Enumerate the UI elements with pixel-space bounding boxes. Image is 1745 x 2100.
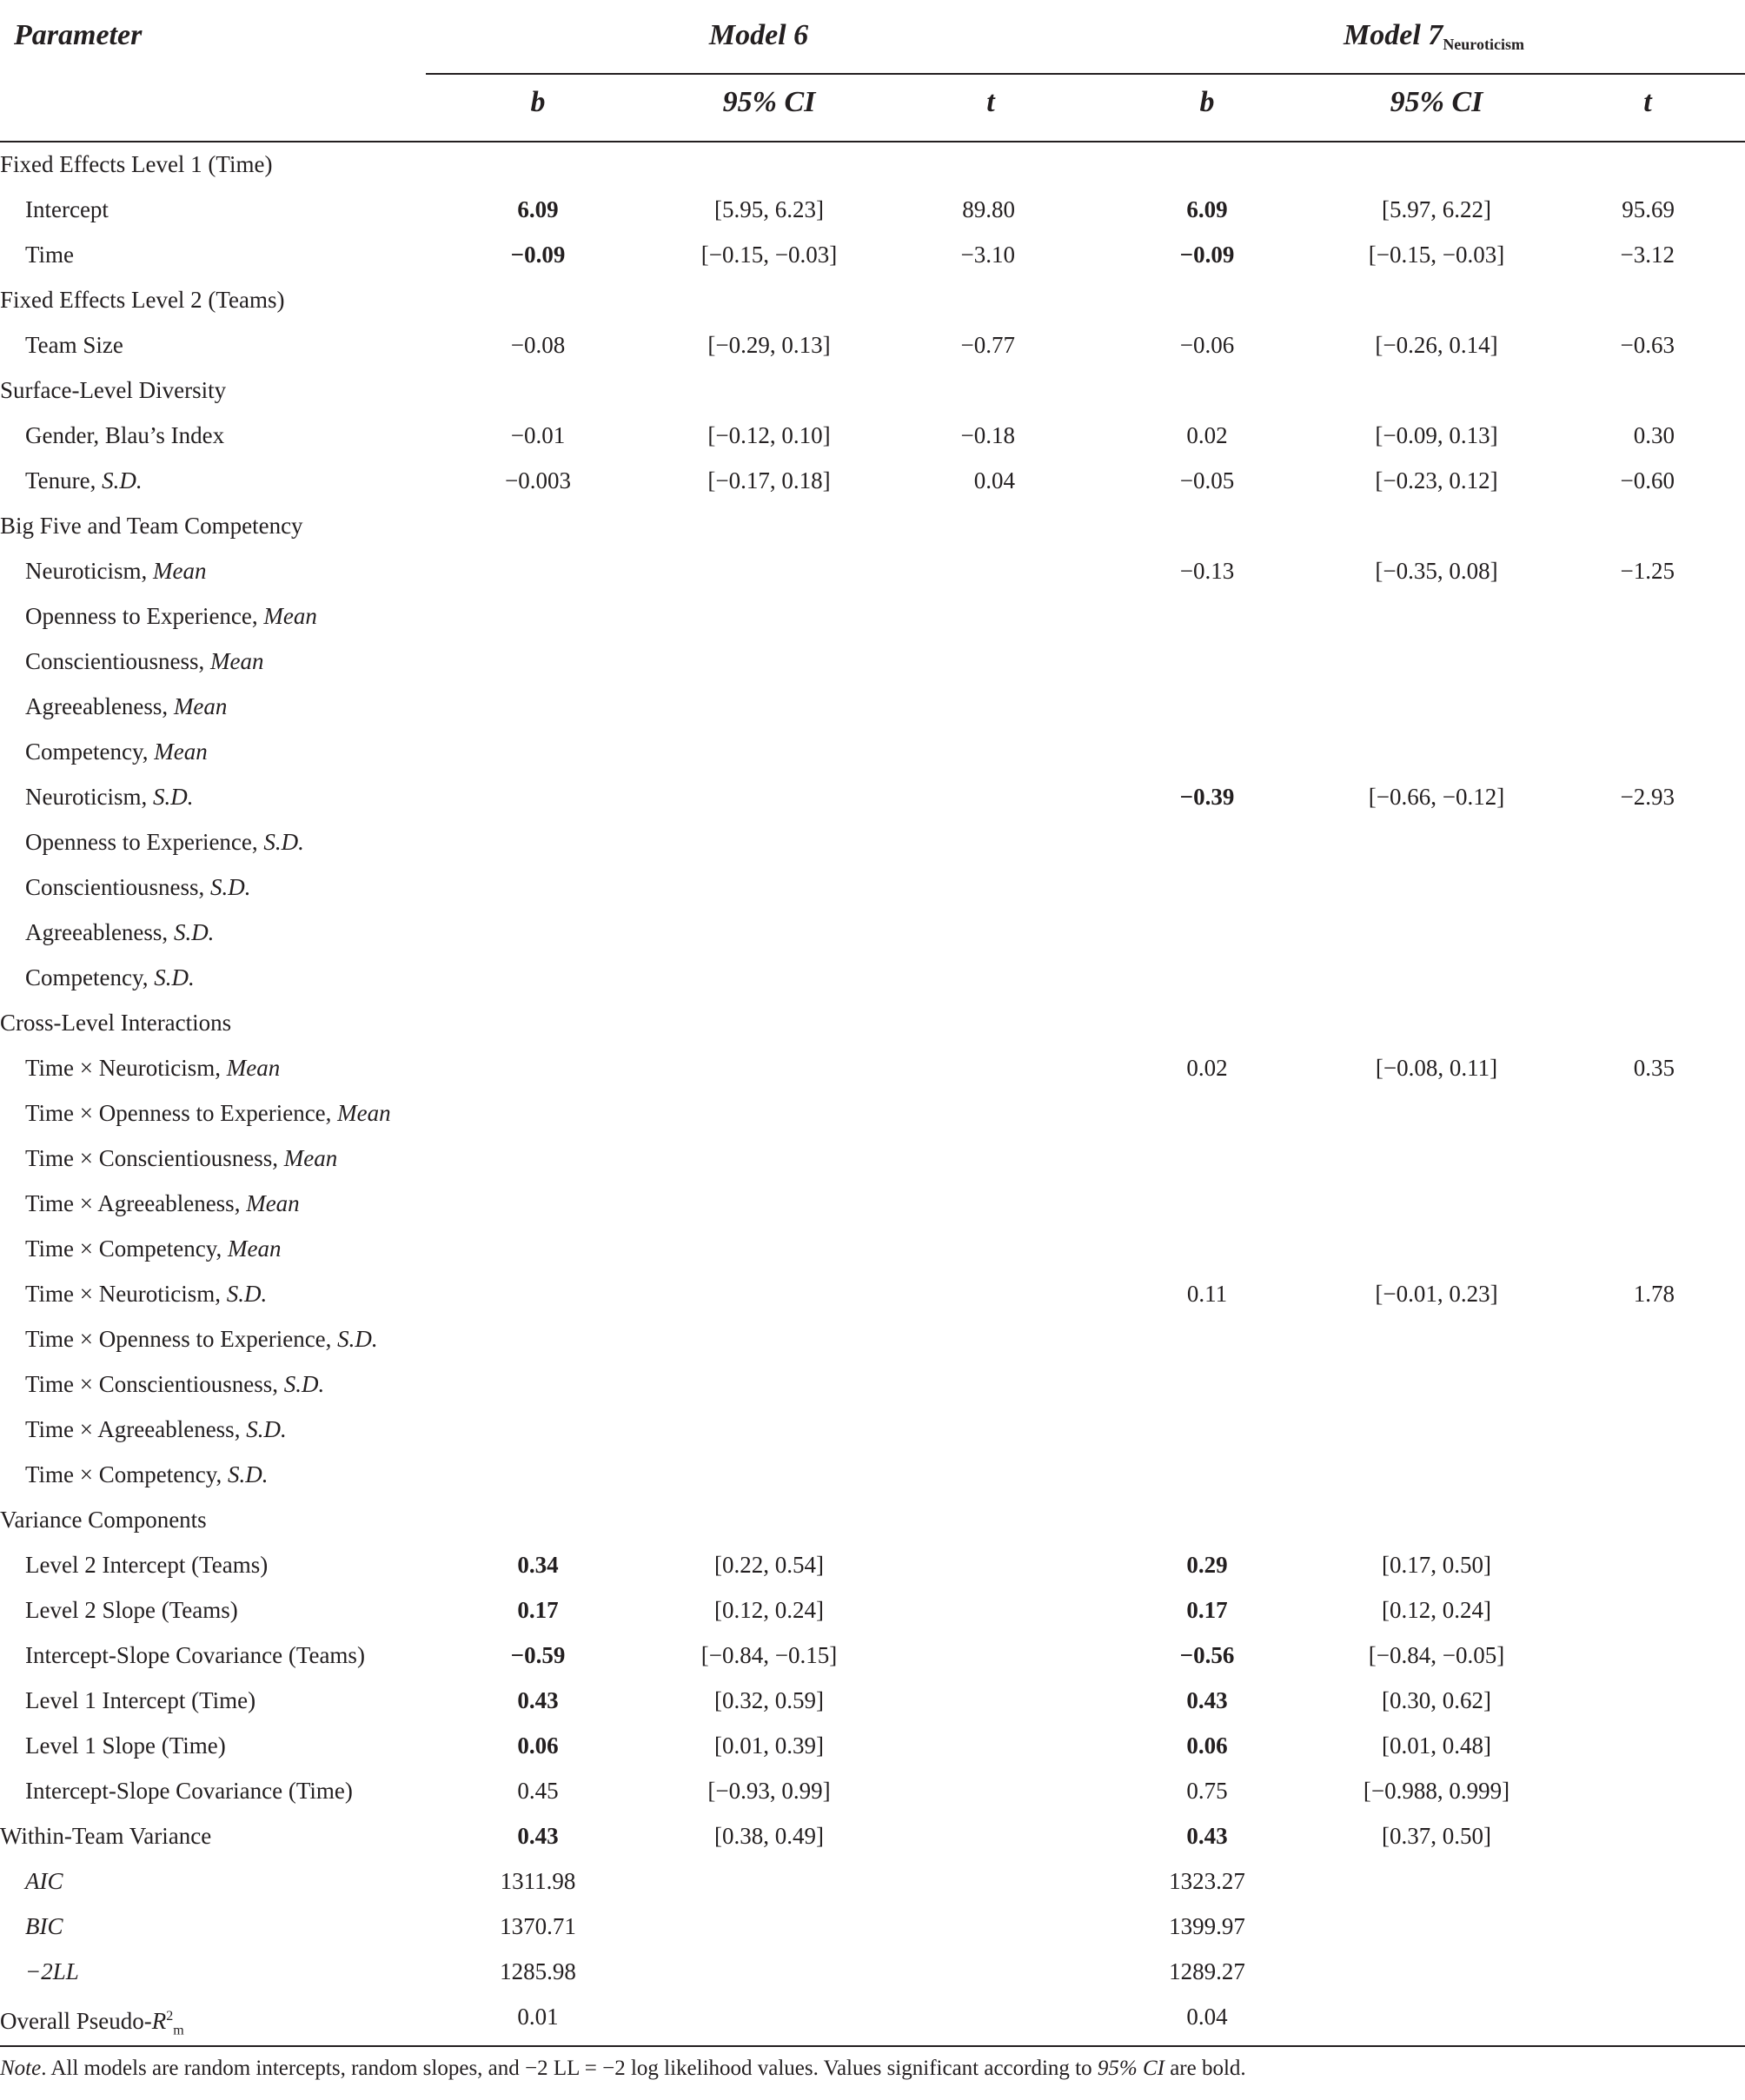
row-label-suffix: Mean: [246, 1190, 300, 1216]
row-label: [25, 819, 304, 865]
row-label-text: Big Five and Team Competency: [0, 513, 303, 539]
cell-ci-model6: [−0.93, 0.99]: [707, 1778, 831, 1804]
cell-t-model7: −2.93: [1620, 784, 1675, 810]
col-header-t-model6: t: [986, 86, 995, 118]
model7-subscript: Neuroticism: [1443, 36, 1524, 53]
cell-ci-model6: [−0.29, 0.13]: [707, 332, 831, 358]
row-label-text: BIC: [25, 1913, 63, 1939]
section-row: [0, 277, 1745, 322]
row-label: [0, 1497, 207, 1542]
table-row: [0, 1407, 1745, 1452]
cell-b-model6: 0.45: [517, 1778, 559, 1804]
cell-t-model7: −1.25: [1620, 558, 1675, 584]
table-bottom-rule: [0, 2045, 1745, 2047]
cell-ci-model7: [0.01, 0.48]: [1382, 1732, 1491, 1759]
row-label-text: AIC: [25, 1868, 63, 1894]
model6-header: Model 6: [708, 19, 809, 51]
row-label: [25, 1271, 267, 1316]
cell-b-model7: 1289.27: [1169, 1958, 1245, 1984]
cell-b-model6: −0.01: [510, 422, 566, 448]
table-row: [0, 1542, 1745, 1587]
cell-ci-model7: [0.12, 0.24]: [1382, 1597, 1491, 1623]
row-label-text: Level 1 Slope (Time): [25, 1732, 226, 1759]
table-row: [0, 1678, 1745, 1723]
row-label-text: Level 1 Intercept (Time): [25, 1687, 256, 1713]
cell-ci-model7: [0.17, 0.50]: [1382, 1552, 1491, 1578]
row-label-text: Time × Conscientiousness,: [25, 1371, 284, 1397]
cell-b-model6: 1311.98: [500, 1868, 576, 1894]
cell-ci-model6: [0.38, 0.49]: [714, 1823, 824, 1849]
row-label-text: Fixed Effects Level 1 (Time): [0, 151, 273, 177]
cell-b-model6: −0.59: [510, 1642, 566, 1668]
table-row: [0, 1181, 1745, 1226]
cell-b-model7: 0.11: [1186, 1281, 1228, 1307]
section-row: [0, 1813, 1745, 1858]
row-label-suffix: S.D.: [263, 829, 304, 855]
cell-t-model6: 0.04: [973, 467, 1015, 494]
row-label: [25, 1949, 79, 1994]
row-label-text: Level 2 Slope (Teams): [25, 1597, 238, 1623]
row-label-text: Surface-Level Diversity: [0, 377, 227, 403]
row-label: [25, 1633, 365, 1678]
cell-b-model7: 0.29: [1186, 1552, 1228, 1578]
cell-b-model6: 0.06: [517, 1732, 559, 1759]
row-label-suffix: Mean: [263, 603, 317, 629]
cell-t-model7: −3.12: [1620, 242, 1675, 268]
col-header-b-model6: b: [530, 86, 546, 118]
row-label: [25, 593, 317, 639]
cell-t-model6: 89.80: [962, 196, 1015, 222]
row-label-suffix: Mean: [226, 1055, 281, 1081]
row-label-text: Time × Neuroticism,: [25, 1281, 227, 1307]
cell-t-model7: 0.35: [1633, 1055, 1675, 1081]
table-row: [0, 1136, 1745, 1181]
table-row: [0, 1723, 1745, 1768]
row-label-text: Agreeableness,: [25, 919, 174, 945]
cell-b-model7: 0.75: [1186, 1778, 1228, 1804]
row-label-text: Time × Competency,: [25, 1461, 228, 1487]
row-label-text: Conscientiousness,: [25, 648, 210, 674]
cell-ci-model6: [0.22, 0.54]: [714, 1552, 824, 1578]
row-label-text: Time × Conscientiousness,: [25, 1145, 284, 1171]
note-text: . All models are random intercepts, random slopes, and −2 LL = −2 log likelihood values. Values significant according to: [41, 2057, 1098, 2080]
row-label-suffix: S.D.: [337, 1326, 378, 1352]
cell-b-model7: 1399.97: [1169, 1913, 1245, 1939]
row-label: [0, 142, 272, 187]
row-label: [25, 910, 214, 955]
row-label: [25, 1858, 63, 1904]
cell-b-model7: 1323.27: [1169, 1868, 1245, 1894]
table-row: [0, 819, 1745, 865]
cell-b-model7: −0.06: [1179, 332, 1235, 358]
row-label-suffix: S.D.: [173, 919, 215, 945]
row-label: [25, 232, 74, 277]
cell-b-model7: −0.09: [1179, 242, 1235, 268]
cell-t-model6: −3.10: [960, 242, 1015, 268]
row-label-text: Within-Team Variance: [0, 1823, 212, 1849]
table-row: [0, 1361, 1745, 1407]
cell-b-model6: −0.003: [505, 467, 571, 494]
row-label-text: Fixed Effects Level 2 (Teams): [0, 287, 285, 313]
row-label-text: Time: [25, 242, 75, 268]
row-label: [25, 865, 251, 910]
cell-ci-model6: [0.12, 0.24]: [714, 1597, 824, 1623]
row-label: [25, 684, 227, 729]
table-row: [0, 1633, 1745, 1678]
cell-ci-model6: [−0.15, −0.03]: [700, 242, 838, 268]
row-label: [25, 458, 143, 503]
table-row: [0, 1090, 1745, 1136]
cell-b-model6: 6.09: [517, 196, 559, 222]
row-label-suffix: Mean: [283, 1145, 338, 1171]
row-label: [25, 1768, 353, 1813]
cell-ci-model7: [0.30, 0.62]: [1382, 1687, 1491, 1713]
cell-ci-model7: [−0.26, 0.14]: [1375, 332, 1498, 358]
row-label: [25, 1542, 268, 1587]
table-row: [0, 639, 1745, 684]
row-label: [25, 1678, 255, 1723]
row-label: [25, 774, 193, 819]
table-row: [0, 1587, 1745, 1633]
cell-b-model7: 0.04: [1186, 2004, 1228, 2030]
cell-b-model6: 0.34: [517, 1552, 559, 1578]
col-header-t-model7: t: [1643, 86, 1652, 118]
pseudo-r-superscript: 2: [166, 2009, 174, 2024]
table-row: [0, 1768, 1745, 1813]
table-row: [0, 1271, 1745, 1316]
table-row: [0, 1858, 1745, 1904]
cell-b-model7: 6.09: [1186, 196, 1228, 222]
cell-ci-model7: [−0.988, 0.999]: [1363, 1778, 1510, 1804]
cell-t-model7: −0.60: [1620, 467, 1675, 494]
table-row: [0, 232, 1745, 277]
row-label-text: Agreeableness,: [25, 693, 174, 719]
row-label-text: Intercept-Slope Covariance (Teams): [25, 1642, 365, 1668]
section-row: [0, 368, 1745, 413]
cell-b-model7: 0.17: [1186, 1597, 1228, 1623]
row-label: [25, 187, 109, 232]
cell-b-model6: 1285.98: [500, 1958, 576, 1984]
cell-ci-model6: [5.95, 6.23]: [714, 196, 824, 222]
table-row: [0, 458, 1745, 503]
table-row: [0, 1949, 1745, 1994]
cell-ci-model7: [−0.09, 0.13]: [1375, 422, 1498, 448]
row-label: [0, 1000, 231, 1045]
row-label: [25, 548, 206, 593]
table-row: [0, 774, 1745, 819]
row-label: [25, 413, 224, 458]
cell-ci-model7: [−0.35, 0.08]: [1375, 558, 1498, 584]
row-label-text: Conscientiousness,: [25, 874, 210, 900]
section-row: [0, 1000, 1745, 1045]
row-label: [25, 1587, 238, 1633]
row-label-text: Intercept: [25, 196, 109, 222]
cell-ci-model6: [−0.17, 0.18]: [707, 467, 831, 494]
cell-ci-model7: [0.37, 0.50]: [1382, 1823, 1491, 1849]
row-label: [25, 1181, 300, 1226]
cell-b-model6: 0.43: [517, 1823, 559, 1849]
row-label: [25, 1361, 324, 1407]
table-row: [0, 413, 1745, 458]
row-label-text: Tenure,: [25, 467, 103, 494]
table-row: [0, 684, 1745, 729]
cell-b-model7: 0.02: [1186, 1055, 1228, 1081]
row-label-text: Level 2 Intercept (Teams): [25, 1552, 269, 1578]
row-label-text: Neuroticism,: [25, 784, 153, 810]
row-label: [25, 1226, 281, 1271]
row-label: [0, 503, 303, 548]
row-label-suffix: S.D.: [227, 1461, 269, 1487]
cell-ci-model7: [−0.84, −0.05]: [1368, 1642, 1505, 1668]
cell-t-model7: 0.30: [1633, 422, 1675, 448]
cell-ci-model7: [5.97, 6.22]: [1382, 196, 1491, 222]
row-label: [25, 322, 123, 368]
section-row: [0, 1497, 1745, 1542]
table-row: [0, 910, 1745, 955]
cell-b-model7: 0.02: [1186, 422, 1228, 448]
pseudo-r-symbol: R: [151, 2008, 167, 2034]
row-label-suffix: Mean: [154, 739, 208, 765]
section-row: [0, 142, 1745, 187]
row-label-text: Competency,: [25, 739, 155, 765]
row-label: [25, 1904, 63, 1949]
table-row: [0, 322, 1745, 368]
cell-b-model6: −0.09: [510, 242, 566, 268]
row-label-text: Overall Pseudo-: [0, 2008, 152, 2034]
row-label-text: Time × Agreeableness,: [25, 1416, 247, 1442]
row-label-suffix: Mean: [173, 693, 228, 719]
cell-b-model7: −0.05: [1179, 467, 1235, 494]
model7-header: [1344, 19, 1524, 54]
row-label-text: Openness to Experience,: [25, 603, 264, 629]
col-header-b-model7: b: [1199, 86, 1215, 118]
table-row: [0, 729, 1745, 774]
row-label-text: Team Size: [25, 332, 123, 358]
pseudo-r-subscript: m: [173, 2023, 184, 2038]
col-header-ci-model6: 95% CI: [722, 86, 816, 118]
row-label-suffix: S.D.: [152, 784, 194, 810]
table-row: [0, 1045, 1745, 1090]
cell-ci-model6: [0.01, 0.39]: [714, 1732, 824, 1759]
cell-ci-model6: [−0.12, 0.10]: [707, 422, 831, 448]
cell-b-model7: −0.39: [1179, 784, 1235, 810]
cell-ci-model7: [−0.01, 0.23]: [1375, 1281, 1498, 1307]
row-label-suffix: Mean: [337, 1100, 391, 1126]
table-row: [0, 1904, 1745, 1949]
row-label-text: Neuroticism,: [25, 558, 153, 584]
table-row: [0, 187, 1745, 232]
model-header-rule: [426, 73, 1745, 75]
note-ci: 95% CI: [1097, 2057, 1164, 2080]
row-label-suffix: S.D.: [283, 1371, 325, 1397]
row-label-text: Time × Agreeableness,: [25, 1190, 247, 1216]
cell-b-model7: −0.13: [1179, 558, 1235, 584]
note-tail: are bold.: [1164, 2057, 1246, 2080]
cell-t-model6: −0.18: [960, 422, 1015, 448]
row-label: [25, 1316, 378, 1361]
row-label-suffix: S.D.: [246, 1416, 287, 1442]
row-label-suffix: S.D.: [210, 874, 251, 900]
row-label: [0, 368, 226, 413]
row-label-suffix: S.D.: [226, 1281, 268, 1307]
row-label-text: Competency,: [25, 964, 155, 990]
row-label-suffix: Mean: [227, 1235, 282, 1262]
row-label: [25, 1407, 287, 1452]
parameter-header: Parameter: [14, 19, 143, 51]
cell-t-model7: −0.63: [1620, 332, 1675, 358]
table-row: [0, 1226, 1745, 1271]
cell-b-model7: 0.43: [1186, 1687, 1228, 1713]
row-label: [25, 1090, 391, 1136]
row-label-text: Gender, Blau’s Index: [25, 422, 225, 448]
row-label: [25, 955, 195, 1000]
row-label-text: Time × Neuroticism,: [25, 1055, 227, 1081]
row-label: [0, 1813, 211, 1858]
row-label-text: Openness to Experience,: [25, 829, 264, 855]
cell-ci-model7: [−0.23, 0.12]: [1375, 467, 1498, 494]
row-label-text: Cross-Level Interactions: [0, 1010, 232, 1036]
row-label: [25, 729, 208, 774]
cell-b-model6: 0.17: [517, 1597, 559, 1623]
table-row: [0, 955, 1745, 1000]
cell-b-model7: 0.06: [1186, 1732, 1228, 1759]
row-label: [25, 1723, 226, 1768]
row-label: [25, 1452, 268, 1497]
cell-ci-model6: [0.32, 0.59]: [714, 1687, 824, 1713]
row-label-text: −2LL: [25, 1958, 79, 1984]
row-label-text: Time × Competency,: [25, 1235, 228, 1262]
row-label-text: Intercept-Slope Covariance (Time): [25, 1778, 353, 1804]
note-lead: Note: [0, 2057, 42, 2080]
cell-b-model7: 0.43: [1186, 1823, 1228, 1849]
cell-ci-model6: [−0.84, −0.15]: [700, 1642, 838, 1668]
table-note: [0, 2053, 1246, 2084]
row-label-suffix: Mean: [152, 558, 207, 584]
table-row: [0, 1316, 1745, 1361]
cell-b-model7: −0.56: [1179, 1642, 1235, 1668]
cell-b-model6: −0.08: [510, 332, 566, 358]
row-label: [25, 639, 263, 684]
row-label-text: Variance Components: [0, 1507, 207, 1533]
cell-t-model6: −0.77: [960, 332, 1015, 358]
section-row: [0, 1994, 1745, 2039]
cell-t-model7: 95.69: [1622, 196, 1675, 222]
row-label: [25, 1136, 337, 1181]
row-label-suffix: S.D.: [154, 964, 195, 990]
cell-b-model6: 1370.71: [500, 1913, 576, 1939]
row-label-text: Time × Openness to Experience,: [25, 1326, 338, 1352]
row-label: [25, 1045, 280, 1090]
row-label-text: Time × Openness to Experience,: [25, 1100, 338, 1126]
row-label-suffix: Mean: [210, 648, 264, 674]
table-row: [0, 865, 1745, 910]
col-header-ci-model7: 95% CI: [1390, 86, 1483, 118]
cell-b-model6: 0.43: [517, 1687, 559, 1713]
section-row: [0, 503, 1745, 548]
row-label-suffix: S.D.: [102, 467, 143, 494]
cell-t-model7: 1.78: [1633, 1281, 1675, 1307]
table-row: [0, 1452, 1745, 1497]
cell-ci-model7: [−0.08, 0.11]: [1375, 1055, 1498, 1081]
cell-ci-model7: [−0.15, −0.03]: [1368, 242, 1505, 268]
cell-ci-model7: [−0.66, −0.12]: [1368, 784, 1505, 810]
model7-title: Model 7: [1344, 19, 1443, 51]
table-row: [0, 548, 1745, 593]
cell-b-model6: 0.01: [517, 2004, 559, 2030]
table-row: [0, 593, 1745, 639]
row-label: [0, 277, 285, 322]
